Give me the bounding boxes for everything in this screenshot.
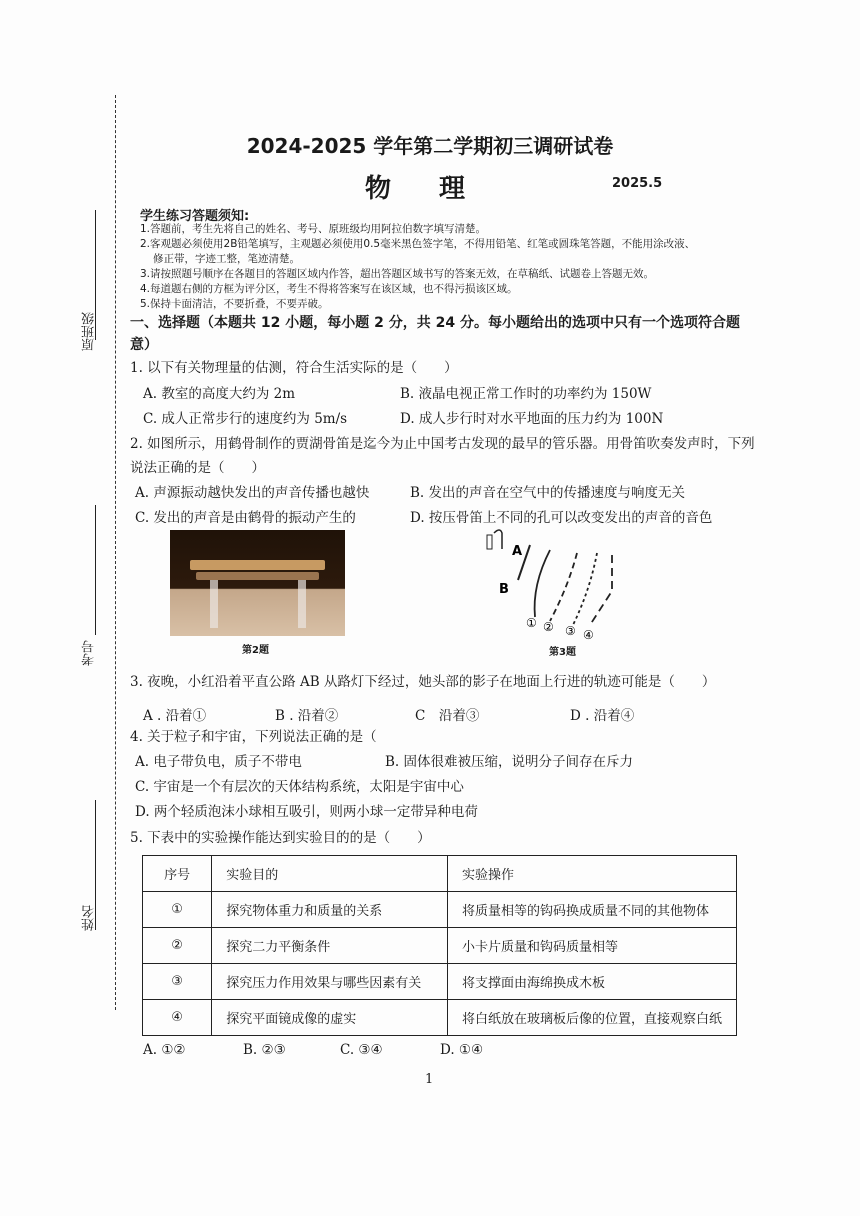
table-row [143, 928, 737, 964]
exam-no-label: 考号 [82, 640, 97, 666]
question-3-stem: 3. 夜晚，小红沿着平直公路 AB 从路灯下经过，她头部的影子在地面上行进的轨迹可能是（ ） [130, 674, 716, 690]
question-2-option-a: A. 声源振动越快发出的声音传播也越快 [135, 485, 370, 501]
notice-item: 5.保持卡面清洁，不要折叠，不要弄破。 [140, 298, 329, 310]
notice-item: 修正带，字迹工整，笔迹清楚。 [153, 253, 300, 265]
question-3-option-d: D . 沿着④ [570, 708, 635, 724]
question-5-stem: 5. 下表中的实验操作能达到实验目的的是（ ） [130, 830, 431, 846]
question-3-option-c: C 沿着③ [415, 708, 480, 724]
notice-item: 1.答题前，考生先将自己的姓名、考号、原班级均用阿拉伯数字填写清楚。 [140, 223, 487, 235]
question-1-stem: 1. 以下有关物理量的估测，符合生活实际的是（ ） [130, 360, 458, 376]
track-1-label: ① [526, 616, 537, 630]
class-label: 原班级 [82, 312, 97, 351]
section-heading: 一、选择题（本题共 12 小题，每小题 2 分，共 24 分。每小题给出的选项中只有一个选项符合题意） [130, 315, 740, 353]
table-cell: ① [143, 892, 212, 928]
table-cell: ④ [143, 1000, 212, 1036]
question-5-option-a: A. ①② [143, 1042, 186, 1058]
table-cell: 小卡片质量和钩码质量相等 [447, 928, 736, 964]
question-2-option-b: B. 发出的声音在空气中的传播速度与响度无关 [410, 485, 686, 501]
exam-date: 2025.5 [612, 176, 663, 191]
question-4-option-d: D. 两个轻质泡沫小球相互吸引，则两小球一定带异种电荷 [135, 804, 478, 820]
table-row [143, 964, 737, 1000]
question-1-option-a: A. 教室的高度大约为 2m [143, 386, 296, 402]
binding-cut-line [115, 95, 116, 1010]
question-2-option-c: C. 发出的声音是由鹤骨的振动产生的 [135, 510, 356, 526]
question-5-option-d: D. ①④ [440, 1042, 484, 1058]
question-3-option-a: A . 沿着① [143, 708, 207, 724]
table-cell: ② [143, 928, 212, 964]
question-1-option-d: D. 成人步行时对水平地面的压力约为 100N [400, 411, 664, 427]
table-row [143, 1000, 737, 1036]
table-cell: 探究平面镜成像的虚实 [212, 1000, 448, 1036]
bone-flute-photo [170, 530, 345, 636]
subject-title: 物理 [365, 174, 514, 204]
question-4-stem: 4. 关于粒子和宇宙，下列说法正确的是（ [130, 729, 377, 745]
question-2-stem-line2: 说法正确的是（ ） [130, 460, 265, 476]
table-header-cell: 实验目的 [212, 856, 448, 892]
table-row [143, 892, 737, 928]
question-4-option-b: B. 固体很难被压缩，说明分子间存在斥力 [385, 754, 634, 770]
table-cell: 将白纸放在玻璃板后像的位置，直接观察白纸 [447, 1000, 736, 1036]
notice-title: 学生练习答题须知: [140, 209, 250, 224]
page-number: 1 [425, 1072, 434, 1087]
point-b-label: B [499, 582, 509, 597]
notice-item: 2.客观题必须使用2B铅笔填写，主观题必须使用0.5毫米黑色签字笔，不得用铅笔、红笔或圆珠笔答题，不能用涂改液、 [140, 238, 696, 250]
table-cell: 将支撑面由海绵换成木板 [447, 964, 736, 1000]
question-5-option-b: B. ②③ [243, 1042, 286, 1058]
shadow-track-diagram [480, 525, 630, 647]
notice-item: 3.请按照题号顺序在各题目的答题区域内作答，超出答题区域书写的答案无效，在草稿纸、试题卷上答题无效。 [140, 268, 655, 280]
table-cell: 将质量相等的钩码换成质量不同的其他物体 [447, 892, 736, 928]
exam-no-underline [95, 505, 96, 635]
track-3-label: ③ [565, 624, 576, 638]
track-4-label: ④ [583, 628, 594, 642]
experiment-table [142, 855, 737, 1036]
table-cell: 探究二力平衡条件 [212, 928, 448, 964]
question-1-option-b: B. 液晶电视正常工作时的功率约为 150W [400, 386, 652, 402]
table-cell: 探究压力作用效果与哪些因素有关 [212, 964, 448, 1000]
table-header-cell: 序号 [143, 856, 212, 892]
figure-2-caption: 第2题 [242, 645, 269, 656]
figure-3-caption: 第3题 [549, 647, 576, 658]
point-a-label: A [512, 544, 523, 559]
table-cell: ③ [143, 964, 212, 1000]
notice-list [140, 222, 740, 312]
question-3-option-b: B . 沿着② [275, 708, 339, 724]
question-1-option-c: C. 成人正常步行的速度约为 5m/s [143, 411, 348, 427]
table-cell: 探究物体重力和质量的关系 [212, 892, 448, 928]
notice-item: 4.每道题右侧的方框为评分区，考生不得将答案写在该区域，也不得污损该区域。 [140, 283, 518, 295]
table-header-cell: 实验操作 [447, 856, 736, 892]
track-2-label: ② [543, 620, 554, 634]
question-4-option-a: A. 电子带负电，质子不带电 [135, 754, 302, 770]
name-label: 姓名 [82, 905, 97, 931]
exam-title: 2024-2025 学年第二学期初三调研试卷 [246, 134, 614, 158]
question-4-option-c: C. 宇宙是一个有层次的天体结构系统，太阳是宇宙中心 [135, 779, 464, 795]
table-header-row [143, 856, 737, 892]
question-5-option-c: C. ③④ [340, 1042, 383, 1058]
question-2-stem-line1: 2. 如图所示，用鹤骨制作的贾湖骨笛是迄今为止中国考古发现的最早的管乐器。用骨笛吹奏发声时，下列 [130, 436, 755, 452]
question-2-option-d: D. 按压骨笛上不同的孔可以改变发出的声音的音色 [410, 510, 713, 526]
